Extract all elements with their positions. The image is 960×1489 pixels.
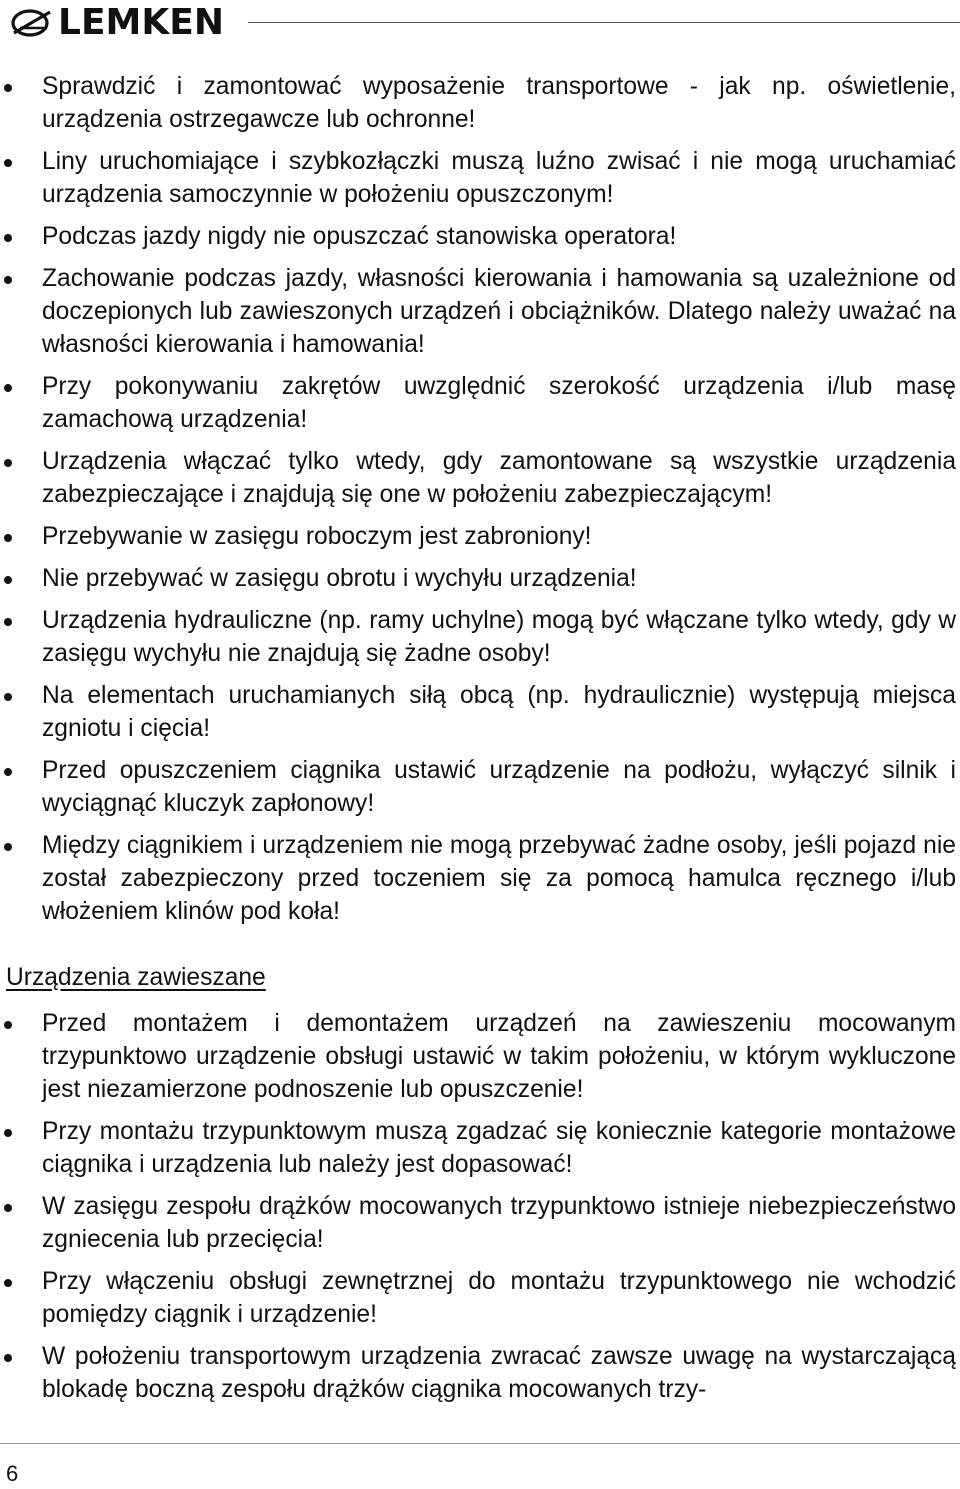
mounted-implements-list — [0, 1007, 960, 1406]
list-item-text: Przy pokonywaniu zakrętów uwzględnić szerokość urządzenia i/lub masę zamachową urządzenia! — [42, 373, 956, 433]
bullet-icon — [4, 768, 12, 776]
list-item-text: Między ciągnikiem i urządzeniem nie mogą przebywać żadne osoby, jeśli pojazd nie został zabezpieczony przed toczeniem się za pomocą hamulca ręcznego i/lub włożeniem klinów pod koła! — [42, 832, 956, 925]
bullet-icon — [4, 384, 12, 392]
bullet-icon — [4, 1204, 12, 1212]
brand-logo — [10, 4, 224, 42]
list-item — [0, 754, 960, 820]
list-item — [0, 679, 960, 745]
list-item-text: W położeniu transportowym urządzenia zwracać zawsze uwagę na wystarczającą blokadę boczną zespołu drążków ciągnika mocowanych trzy- — [42, 1343, 956, 1403]
list-item — [0, 370, 960, 436]
list-item-text: Przed opuszczeniem ciągnika ustawić urządzenie na podłożu, wyłączyć silnik i wyciągnąć kluczyk zapłonowy! — [42, 757, 956, 817]
bullet-icon — [4, 84, 12, 92]
document-body — [0, 70, 960, 1415]
list-item — [0, 262, 960, 361]
list-item-text: Przebywanie w zasięgu roboczym jest zabroniony! — [42, 523, 592, 550]
bullet-icon — [4, 1354, 12, 1362]
header-divider — [248, 22, 960, 23]
bullet-icon — [4, 843, 12, 851]
list-item — [0, 1265, 960, 1331]
footer-divider — [0, 1443, 960, 1444]
list-item-text: Urządzenia włączać tylko wtedy, gdy zamontowane są wszystkie urządzenia zabezpieczające i znajdują się one w położeniu zabezpieczającym! — [42, 448, 956, 508]
bullet-icon — [4, 576, 12, 584]
bullet-icon — [4, 1279, 12, 1287]
list-item-text: Sprawdzić i zamontować wyposażenie transportowe - jak np. oświetlenie, urządzenia ostrzegawcze lub ochronne! — [42, 73, 956, 133]
safety-list — [0, 70, 960, 928]
page-header — [0, 0, 960, 50]
list-item — [0, 520, 960, 553]
page-number: 6 — [6, 1461, 19, 1486]
list-item-text: W zasięgu zespołu drążków mocowanych trzypunktowo istnieje niebezpieczeństwo zgniecenia lub przecięcia! — [42, 1193, 956, 1253]
section-heading: Urządzenia zawieszane — [6, 964, 266, 991]
list-item — [0, 220, 960, 253]
list-item-text: Nie przebywać w zasięgu obrotu i wychyłu urządzenia! — [42, 565, 637, 592]
brand-name: LEMKEN — [58, 2, 224, 43]
list-item-text: Liny uruchomiające i szybkozłączki muszą luźno zwisać i nie mogą uruchamiać urządzenia samoczynnie w położeniu opuszczonym! — [42, 148, 956, 208]
list-item — [0, 70, 960, 136]
list-item — [0, 1007, 960, 1106]
list-item-text: Na elementach uruchamianych siłą obcą (np. hydraulicznie) występują miejsca zgniotu i cięcia! — [42, 682, 956, 742]
list-item — [0, 445, 960, 511]
list-item-text: Zachowanie podczas jazdy, własności kierowania i hamowania są uzależnione od doczepionych lub zawieszonych urządzeń i obciążników. Dlatego należy uważać na własności kierowania i hamowania! — [42, 265, 956, 358]
list-item — [0, 829, 960, 928]
list-item — [0, 1340, 960, 1406]
bullet-icon — [4, 534, 12, 542]
list-item-text: Przy montażu trzypunktowym muszą zgadzać się koniecznie kategorie montażowe ciągnika i urządzenia lub należy jest dopasować! — [42, 1118, 956, 1178]
bullet-icon — [4, 234, 12, 242]
bullet-icon — [4, 1129, 12, 1137]
list-item-text: Urządzenia hydrauliczne (np. ramy uchylne) mogą być włączane tylko wtedy, gdy w zasięgu wychyłu nie znajdują się żadne osoby! — [42, 607, 956, 667]
bullet-icon — [4, 1021, 12, 1029]
bullet-icon — [4, 276, 12, 284]
bullet-icon — [4, 618, 12, 626]
list-item — [0, 1190, 960, 1256]
list-item — [0, 1115, 960, 1181]
bullet-icon — [4, 693, 12, 701]
list-item — [0, 604, 960, 670]
lemken-emblem-icon — [10, 6, 54, 40]
list-item — [0, 562, 960, 595]
list-item — [0, 145, 960, 211]
list-item-text: Przy włączeniu obsługi zewnętrznej do montażu trzypunktowego nie wchodzić pomiędzy ciągnik i urządzenie! — [42, 1268, 956, 1328]
list-item-text: Przed montażem i demontażem urządzeń na zawieszeniu mocowanym trzypunktowo urządzenie obsługi ustawić w takim położeniu, w którym wykluczone jest niezamierzone podnoszenie lub opuszczenie! — [42, 1010, 956, 1103]
list-item-text: Podczas jazdy nigdy nie opuszczać stanowiska operatora! — [42, 223, 677, 250]
bullet-icon — [4, 159, 12, 167]
bullet-icon — [4, 459, 12, 467]
